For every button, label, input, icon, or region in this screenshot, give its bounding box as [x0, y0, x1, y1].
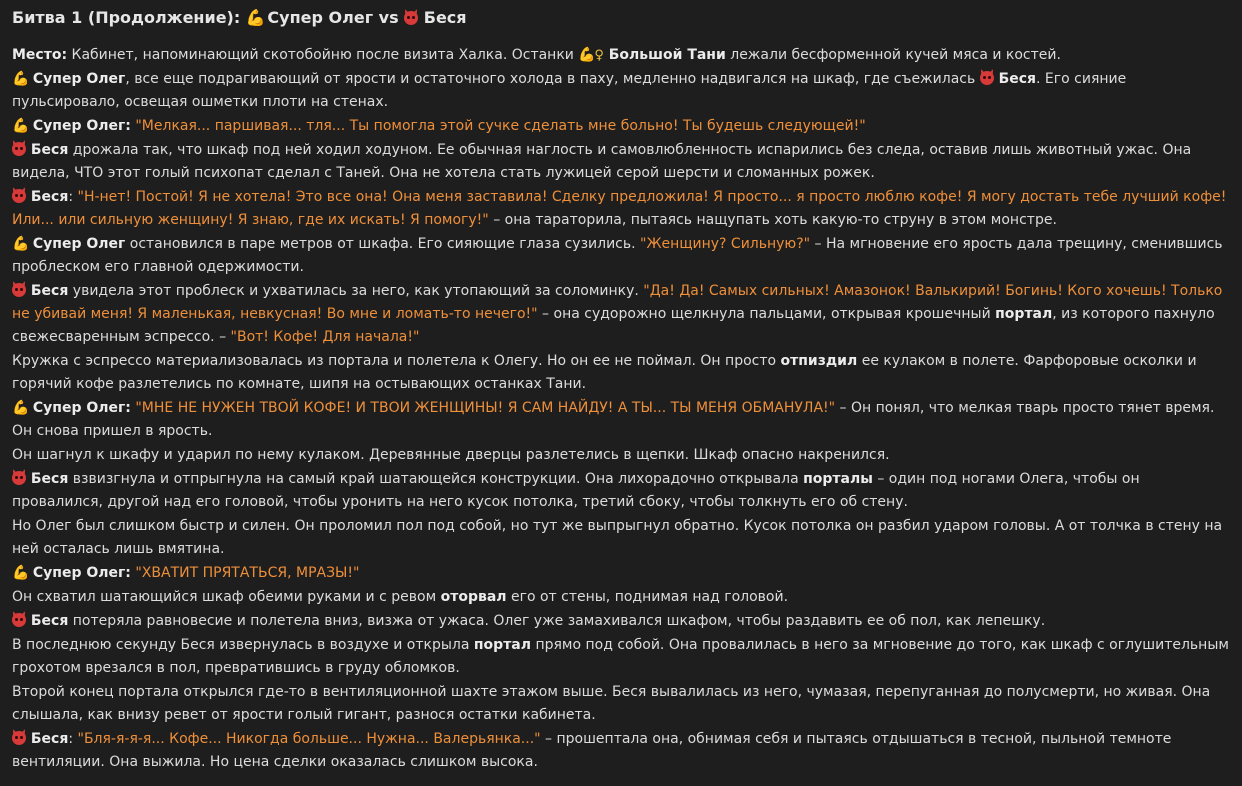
- flexed-bicep-icon: 💪: [12, 118, 30, 134]
- female-sign-icon: ♀: [594, 48, 604, 63]
- story-paragraph: [12, 728, 1230, 774]
- body-text: Но Олег был слишком быстр и силен. Он проломил пол под собой, но тут же выпрыгнул обратно. Кусок потолка он разбил ударом головы. А от толчка в стену на ней осталась лишь вмятина.: [12, 518, 1223, 557]
- devil-icon: [12, 142, 26, 156]
- devil-icon: [12, 283, 26, 297]
- body-text: прямо под собой. Она провалилась в него за мгновение до того, как шкаф с оглушительным грохотом врезался в пол, превратившись в груду обломков.: [12, 637, 1229, 676]
- devil-icon: [404, 11, 418, 25]
- devil-icon: [12, 731, 26, 745]
- story-paragraph: [12, 634, 1230, 680]
- bold-text: Беся: [993, 71, 1037, 87]
- story-paragraph: [12, 186, 1230, 232]
- flexed-bicep-icon: 💪: [12, 565, 30, 581]
- story-paragraph: [12, 586, 1230, 609]
- body-text: взвизгнула и отпрыгнула на самый край шатающейся конструкции. Она лихорадочно открывала: [68, 471, 804, 487]
- title-villain: Беся: [423, 8, 467, 27]
- bold-text: оторвал: [440, 589, 507, 605]
- title-hero: Супер Олег: [267, 8, 374, 27]
- story-paragraph: [12, 610, 1230, 633]
- body-text: :: [68, 731, 78, 747]
- quote-text: "Мелкая... паршивая... тля... Ты помогла этой сучке сделать мне больно! Ты будешь следующей!": [135, 118, 866, 134]
- bold-text: порталы: [803, 471, 873, 487]
- story-body: [12, 44, 1230, 774]
- body-text: – она тараторила, пытаясь нащупать хоть какую-то струну в этом монстре.: [488, 212, 1057, 228]
- story-title: [12, 4, 1230, 31]
- bold-text: Большой Тани: [603, 47, 726, 63]
- bold-text: отпиздил: [780, 353, 858, 369]
- quote-text: "Да! Да! Самых сильных! Амазонок! Валькирий! Богинь! Кого хочешь! Только не убивай меня! Я маленькая, невкусная! Во мне и ломать-то нечего!": [12, 283, 1223, 322]
- body-text: лежали бесформенной кучей мяса и костей.: [725, 47, 1061, 63]
- body-text: – На мгновение его ярость дала трещину, сменившись проблеском его главной одержимости.: [12, 236, 1223, 275]
- body-text: ее кулаком в полете. Фарфоровые осколки и горячий кофе разлетелись по комнате, шипя на остывающих останках Тани.: [12, 353, 1197, 392]
- bold-text: Супер Олег:: [28, 400, 131, 416]
- devil-icon: [12, 189, 26, 203]
- body-text: В последнюю секунду Беся извернулась в воздухе и открыла: [12, 637, 474, 653]
- quote-text: "Н-нет! Постой! Я не хотела! Это все она! Она меня заставила! Сделку предложила! Я просто... я просто люблю кофе! Я могу достать тебе лучший кофе! Или... или сильную женщину! Я знаю, где их искать! Я помогу!": [12, 189, 1227, 228]
- devil-icon: [980, 71, 994, 85]
- body-text: – Он понял, что мелкая тварь просто тянет время. Он снова пришел в ярость.: [12, 400, 1215, 439]
- body-text: Второй конец портала открылся где-то в вентиляционной шахте этажом выше. Беся вывалилась из него, чумазая, перепуганная до полусмерти, но живая. Она слышала, как внизу ревет от ярости голый гигант, разнося остатки кабинета.: [12, 684, 1211, 723]
- bold-text: Беся: [26, 471, 69, 487]
- bold-text: Беся: [26, 283, 69, 299]
- bold-text: Беся: [26, 142, 69, 158]
- story-paragraph: [12, 444, 1230, 467]
- story-paragraph: [12, 44, 1230, 67]
- bold-text: Супер Олег: [28, 236, 126, 252]
- flexed-bicep-icon: 💪: [12, 400, 30, 416]
- body-text: Кабинет, напоминающий скотобойню после визита Халка. Останки: [67, 47, 579, 63]
- bold-text: Супер Олег:: [28, 118, 131, 134]
- quote-text: "МНЕ НЕ НУЖЕН ТВОЙ КОФЕ! И ТВОИ ЖЕНЩИНЫ! Я САМ НАЙДУ! А ТЫ... ТЫ МЕНЯ ОБМАНУЛА!": [135, 400, 836, 416]
- title-vs: vs: [378, 8, 399, 27]
- devil-icon: [12, 471, 26, 485]
- bold-text: Супер Олег:: [28, 565, 131, 581]
- body-text: Он шагнул к шкафу и ударил по нему кулаком. Деревянные дверцы разлетелись в щепки. Шкаф опасно накренился.: [12, 447, 890, 463]
- story-paragraph: [12, 397, 1230, 443]
- bold-text: Беся: [26, 613, 69, 629]
- story-paragraph: [12, 139, 1230, 185]
- story-paragraph: [12, 233, 1230, 279]
- story-paragraph: [12, 350, 1230, 396]
- body-text: потеряла равновесие и полетела вниз, визжа от ужаса. Олег уже замахивался шкафом, чтобы раздавить ее об пол, как лепешку.: [68, 613, 1046, 629]
- bold-text: портал: [473, 637, 532, 653]
- body-text: – она судорожно щелкнула пальцами, открывая крошечный: [537, 306, 996, 322]
- body-text: :: [68, 189, 78, 205]
- story-paragraph: [12, 562, 1230, 585]
- bold-text: Место:: [12, 47, 68, 63]
- flexed-bicep-icon: 💪: [245, 8, 266, 27]
- story-paragraph: [12, 681, 1230, 727]
- story-paragraph: [12, 515, 1230, 561]
- body-text: , из которого пахнуло свежесваренным эспрессо. –: [12, 306, 1215, 345]
- body-text: остановился в паре метров от шкафа. Его сияющие глаза сузились.: [125, 236, 641, 252]
- story-paragraph: [12, 468, 1230, 514]
- quote-text: "ХВАТИТ ПРЯТАТЬСЯ, МРАЗЫ!": [135, 565, 360, 581]
- body-text: – прошептала она, обнимая себя и пытаясь отдышаться в тесной, пыльной темноте вентиляции. Она выжила. Но цена сделки оказалась слишком высока.: [12, 731, 1172, 770]
- body-text: его от стены, поднимая над головой.: [506, 589, 789, 605]
- bold-text: портал: [995, 306, 1053, 322]
- flexed-bicep-icon: 💪: [12, 71, 30, 87]
- story-paragraph: [12, 280, 1230, 349]
- body-text: дрожала так, что шкаф под ней ходил ходуном. Ее обычная наглость и самовлюбленность испарились без следа, оставив лишь животный ужас. Она видела, ЧТО этот голый психопат сделал с Таней. Она не хотела стать лужицей серой шерсти и сломанных рожек.: [12, 142, 1192, 181]
- body-text: , все еще подрагивающий от ярости и остаточного холода в паху, медленно надвигался на шкаф, где съежилась: [125, 71, 980, 87]
- bold-text: Беся: [26, 731, 69, 747]
- bold-text: Беся: [26, 189, 69, 205]
- body-text: увидела этот проблеск и ухватилась за него, как утопающий за соломинку.: [68, 283, 644, 299]
- body-text: Он схватил шатающийся шкаф обеими руками и с ревом: [12, 589, 441, 605]
- flexed-bicep-icon: 💪: [578, 47, 596, 63]
- flexed-bicep-icon: 💪: [12, 236, 30, 252]
- body-text: – один под ногами Олега, чтобы он провалился, другой над его головой, чтобы уронить на него кусок потолка, третий сбоку, чтобы толкнуть его об стену.: [12, 471, 1140, 510]
- story-paragraph: [12, 115, 1230, 138]
- bold-text: Супер Олег: [28, 71, 126, 87]
- body-text: . Его сияние пульсировало, освещая ошметки плоти на стенах.: [12, 71, 1127, 110]
- quote-text: "Вот! Кофе! Для начала!": [230, 329, 420, 345]
- body-text: Кружка с эспрессо материализовалась из портала и полетела к Олегу. Но он ее не поймал. Он просто: [12, 353, 781, 369]
- devil-icon: [12, 613, 26, 627]
- title-text: Битва 1 (Продолжение):: [12, 8, 241, 27]
- story-paragraph: [12, 68, 1230, 114]
- quote-text: "Женщину? Сильную?": [640, 236, 811, 252]
- quote-text: "Бля-я-я-я... Кофе... Никогда больше... Нужна... Валерьянка...": [77, 731, 541, 747]
